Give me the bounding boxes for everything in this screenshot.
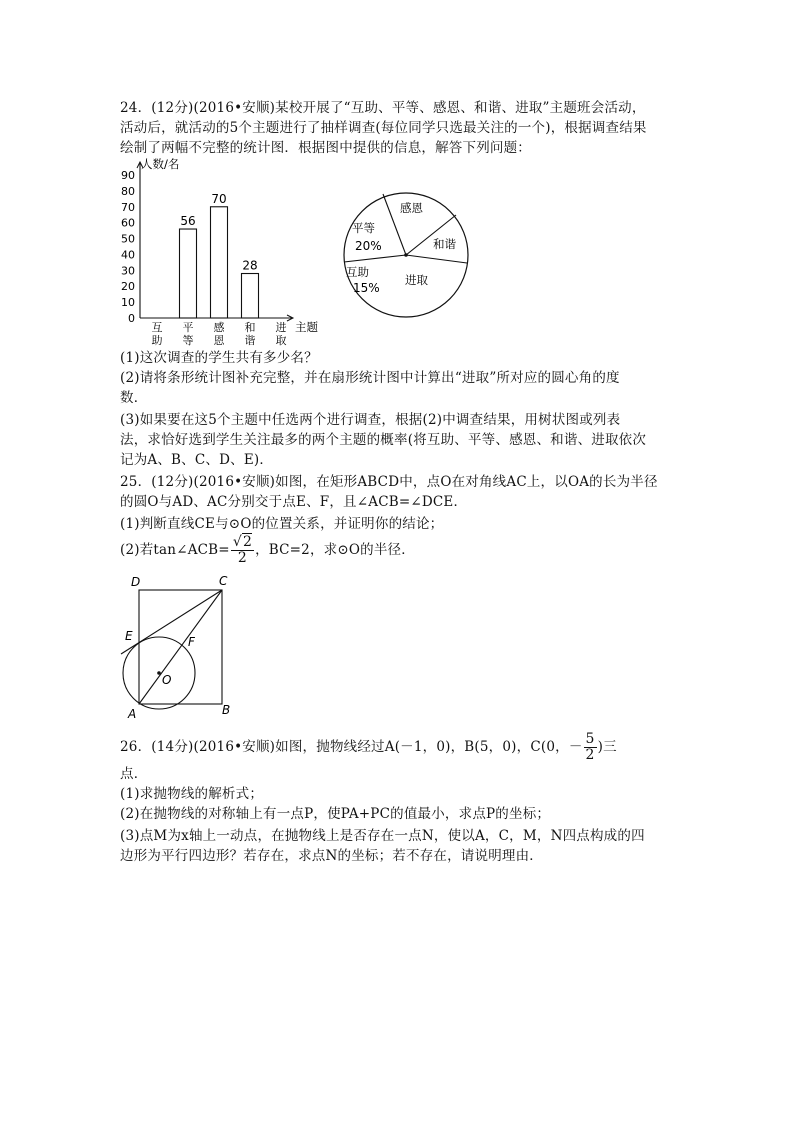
label-e: E xyxy=(125,629,133,643)
bar xyxy=(242,274,259,318)
q24-line-1: 24．(12分)(2016•安顺)某校开展了“互助、平等、感恩、和谐、进取”主题班会活动， xyxy=(120,100,646,116)
q26-line-1-pre: 26．(14分)(2016•安顺)如图，抛物线经过A(－1，0)，B(5，0)，C(0，－ xyxy=(120,739,583,755)
y-tick-label: 20 xyxy=(121,280,135,294)
pie-label-gan-en: 感恩 xyxy=(400,201,423,215)
x-tick-label: 谐 xyxy=(244,334,256,347)
label-c: C xyxy=(219,574,228,588)
pie-divider-right xyxy=(406,255,467,263)
pie-label-hu-zhu: 互助 xyxy=(346,265,369,279)
q26-part-1: (1)求抛物线的解析式； xyxy=(120,786,264,802)
q24-line-3: 绘制了两幅不完整的统计图．根据图中提供的信息，解答下列问题： xyxy=(120,140,531,156)
y-axis-label: 人数/名 xyxy=(141,157,180,171)
q26-line-1 xyxy=(120,732,617,763)
bar xyxy=(211,207,228,318)
q26-part-3b: 边形为平行四边形？若存在，求点N的坐标；若不存在，请说明理由． xyxy=(120,848,544,864)
diagonal-ac xyxy=(139,590,222,704)
line-ce xyxy=(121,590,222,654)
label-a: A xyxy=(128,707,137,721)
label-o: O xyxy=(162,673,172,687)
y-tick-label: 60 xyxy=(121,216,135,230)
x-tick-label: 恩 xyxy=(213,334,225,347)
sqrt-sign: √ xyxy=(232,534,242,550)
y-tick-label: 50 xyxy=(121,232,135,246)
tan-numerator: 2 xyxy=(242,534,253,550)
q24-part-3b: 法，求恰好选到学生关注最多的两个主题的概率(将互助、平等、感恩、和谐、进取依次 xyxy=(120,432,647,448)
x-tick-label: 感 xyxy=(213,321,225,334)
q25-part-1: (1)判断直线CE与⊙O的位置关系，并证明你的结论； xyxy=(120,516,444,532)
q26-line-1-post: )三 xyxy=(597,739,617,755)
y-tick-label: 10 xyxy=(121,296,135,310)
y-tick-label: 40 xyxy=(121,248,135,262)
bar xyxy=(180,229,197,318)
q24-part-3c: 记为A、B、C、D、E)． xyxy=(120,452,274,468)
y-tick-label: 70 xyxy=(121,200,135,214)
pie-value-ping-deng: 20% xyxy=(355,239,382,253)
q26-line-2: 点． xyxy=(120,766,148,782)
q26-part-3a: (3)点M为x轴上一动点，在抛物线上是否存在一点N，使以A，C，M，N四点构成的四 xyxy=(120,828,645,844)
q25-line-1: 25．(12分)(2016•安顺)如图，在矩形ABCD中，点O在对角线AC上，以OA的长为半径 xyxy=(120,474,658,490)
y-tick-label: 90 xyxy=(121,169,135,182)
x-tick-label: 取 xyxy=(275,334,287,347)
q24-part-2a: (2)请将条形统计图补充完整，并在扇形统计图中计算出“进取”所对应的圆心角的度 xyxy=(120,370,620,386)
x-tick-label: 和 xyxy=(244,321,256,334)
x-tick-label: 等 xyxy=(182,334,194,347)
pie-center-dot xyxy=(404,253,408,257)
pie-value-hu-zhu: 15% xyxy=(353,281,380,295)
q24-part-3a: (3)如果要在这5个主题中任选两个进行调查，根据(2)中调查结果，用树状图或列表 xyxy=(120,412,621,428)
x-tick-label: 平 xyxy=(182,321,194,334)
c-numerator: 5 xyxy=(585,731,595,747)
bar-value-label: 28 xyxy=(242,258,258,273)
y-tick-label: 30 xyxy=(121,264,135,278)
rectangle-circle-diagram xyxy=(115,572,245,722)
q25-line-2: 的圆O与AD、AC分别交于点E、F，且∠ACB=∠DCE． xyxy=(120,494,468,510)
c-denominator: 2 xyxy=(585,747,595,763)
label-f: F xyxy=(188,635,195,649)
bar-value-label: 70 xyxy=(211,191,227,206)
tan-denominator: 2 xyxy=(237,550,247,566)
pie-label-he-xie: 和谐 xyxy=(433,237,456,251)
label-b: B xyxy=(222,703,231,717)
q24-part-2b: 数． xyxy=(120,390,148,406)
bar-value-label: 56 xyxy=(180,214,196,229)
pie-label-jin-qu: 进取 xyxy=(405,273,428,287)
point-o xyxy=(157,671,161,675)
x-tick-label: 助 xyxy=(151,334,163,347)
label-d: D xyxy=(131,575,141,589)
x-tick-label: 进 xyxy=(275,321,287,334)
q24-part-1: (1)这次调查的学生共有多少名？ xyxy=(120,350,318,366)
q25-part-2 xyxy=(120,535,415,566)
pie-divider-left xyxy=(344,255,406,262)
bar-chart xyxy=(110,150,330,350)
pie-label-ping-deng: 平等 xyxy=(352,221,375,235)
x-tick-label: 互 xyxy=(151,321,163,334)
q26-part-2: (2)在抛物线的对称轴上有一点P，使PA+PC的值最小，求点P的坐标； xyxy=(120,806,551,822)
c-fraction xyxy=(584,732,597,763)
y-tick-label: 0 xyxy=(128,312,135,325)
tan-fraction xyxy=(231,535,254,566)
x-axis-label: 主题 xyxy=(295,320,318,334)
q25-part-2-post: ，BC=2，求⊙O的半径． xyxy=(255,542,415,558)
pie-chart xyxy=(335,178,480,323)
q25-part-2-pre: (2)若tan∠ACB= xyxy=(120,542,230,558)
q24-line-2: 活动后，就活动的5个主题进行了抽样调查(每位同学只选最关注的一个)，根据调查结果 xyxy=(120,120,647,136)
y-tick-label: 80 xyxy=(121,184,135,198)
